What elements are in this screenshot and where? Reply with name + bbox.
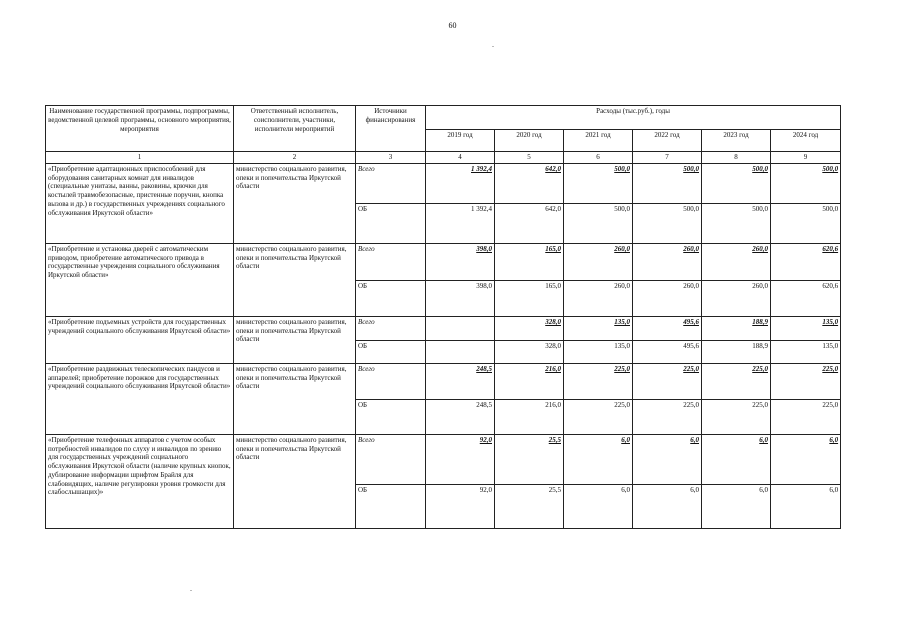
total-value: 500,0 bbox=[564, 163, 633, 203]
total-value: 248,5 bbox=[426, 363, 495, 399]
source-total-label: Всего bbox=[356, 163, 426, 203]
total-value: 225,0 bbox=[633, 363, 702, 399]
measure-name: «Приобретение телефонных аппаратов с учетом особых потребностей инвалидов по слуху и инвалидов по зрению для государственных учреждений социального обслуживания Иркутской области (наличие крупных кнопок, дублирование информации шрифтом Брайля для слабовидящих, наличие регулировки уровня громкости для слабослышащих)» bbox=[46, 434, 234, 528]
header-year: 2024 год bbox=[771, 130, 841, 152]
source-total-label: Всего bbox=[356, 243, 426, 280]
ob-value: 6,0 bbox=[633, 484, 702, 528]
header-executor: Ответственный исполнитель, соисполнители, участники, исполнители мероприятий bbox=[234, 106, 356, 152]
ob-value: 1 392,4 bbox=[426, 203, 495, 243]
ob-value: 642,0 bbox=[495, 203, 564, 243]
executor-name: министерство социального развития, опеки и попечительства Иркутской области bbox=[234, 434, 356, 528]
measure-name: «Приобретение раздвижных телескопических пандусов и аппарелей; приобретение порожков для государственных учреждений социального обслуживания Иркутской области» bbox=[46, 363, 234, 434]
column-number: 4 bbox=[426, 152, 495, 164]
column-number: 8 bbox=[702, 152, 771, 164]
ob-value: 6,0 bbox=[702, 484, 771, 528]
table-row bbox=[46, 363, 841, 399]
table-row bbox=[46, 316, 841, 340]
column-number: 7 bbox=[633, 152, 702, 164]
empty-cell bbox=[426, 316, 495, 340]
total-value: 216,0 bbox=[495, 363, 564, 399]
total-value: 225,0 bbox=[564, 363, 633, 399]
ob-value: 165,0 bbox=[495, 280, 564, 316]
ob-value: 248,5 bbox=[426, 399, 495, 434]
source-total-label: Всего bbox=[356, 316, 426, 340]
ob-value: 225,0 bbox=[633, 399, 702, 434]
column-number: 3 bbox=[356, 152, 426, 164]
header-year: 2021 год bbox=[564, 130, 633, 152]
total-value: 225,0 bbox=[771, 363, 841, 399]
source-total-label: Всего bbox=[356, 363, 426, 399]
total-value: 620,6 bbox=[771, 243, 841, 280]
total-value: 328,0 bbox=[495, 316, 564, 340]
ob-value: 216,0 bbox=[495, 399, 564, 434]
header-year: 2019 год bbox=[426, 130, 495, 152]
total-value: 165,0 bbox=[495, 243, 564, 280]
source-ob-label: ОБ bbox=[356, 340, 426, 363]
total-value: 135,0 bbox=[564, 316, 633, 340]
source-ob-label: ОБ bbox=[356, 203, 426, 243]
total-value: 225,0 bbox=[702, 363, 771, 399]
ob-value: 500,0 bbox=[702, 203, 771, 243]
ob-value: 225,0 bbox=[564, 399, 633, 434]
source-total-label: Всего bbox=[356, 434, 426, 484]
column-number: 2 bbox=[234, 152, 356, 164]
ob-value: 260,0 bbox=[633, 280, 702, 316]
scan-speck bbox=[190, 590, 192, 591]
table-row bbox=[46, 243, 841, 280]
header-program: Наименование государственной программы, подпрограммы, ведомственной целевой программы, основного мероприятия, мероприятия bbox=[46, 106, 234, 152]
total-value: 6,0 bbox=[564, 434, 633, 484]
budget-table bbox=[45, 105, 841, 529]
total-value: 6,0 bbox=[633, 434, 702, 484]
measure-name: «Приобретение и установка дверей с автоматическим приводом, приобретение автоматического привода в государственные учреждения социального обслуживания Иркутской области» bbox=[46, 243, 234, 316]
scan-speck bbox=[492, 46, 494, 47]
ob-value: 495,6 bbox=[633, 340, 702, 363]
total-value: 260,0 bbox=[564, 243, 633, 280]
total-value: 6,0 bbox=[771, 434, 841, 484]
page-number: 60 bbox=[448, 21, 457, 30]
total-value: 260,0 bbox=[702, 243, 771, 280]
ob-value: 6,0 bbox=[771, 484, 841, 528]
total-value: 495,6 bbox=[633, 316, 702, 340]
header-year: 2022 год bbox=[633, 130, 702, 152]
executor-name: министерство социального развития, опеки и попечительства Иркутской области bbox=[234, 163, 356, 243]
column-number: 6 bbox=[564, 152, 633, 164]
header-year: 2023 год bbox=[702, 130, 771, 152]
column-number: 5 bbox=[495, 152, 564, 164]
executor-name: министерство социального развития, опеки и попечительства Иркутской области bbox=[234, 363, 356, 434]
ob-value: 260,0 bbox=[564, 280, 633, 316]
total-value: 188,9 bbox=[702, 316, 771, 340]
empty-cell bbox=[426, 340, 495, 363]
total-value: 1 392,4 bbox=[426, 163, 495, 203]
total-value: 135,0 bbox=[771, 316, 841, 340]
ob-value: 6,0 bbox=[564, 484, 633, 528]
total-value: 500,0 bbox=[633, 163, 702, 203]
total-value: 642,0 bbox=[495, 163, 564, 203]
source-ob-label: ОБ bbox=[356, 280, 426, 316]
header-year: 2020 год bbox=[495, 130, 564, 152]
executor-name: министерство социального развития, опеки и попечительства Иркутской области bbox=[234, 243, 356, 316]
measure-name: «Приобретение адаптационных приспособлений для оборудования санитарных комнат для инвалидов (специальные унитазы, ванны, раковины, крючки для костылей травмобезопасные, пристенные поручни, кнопка вызова и др.) в государственных учреждениях социального обслуживания Иркутской области» bbox=[46, 163, 234, 243]
source-ob-label: ОБ bbox=[356, 399, 426, 434]
total-value: 260,0 bbox=[633, 243, 702, 280]
header-source: Источники финансирования bbox=[356, 106, 426, 152]
source-ob-label: ОБ bbox=[356, 484, 426, 528]
ob-value: 25,5 bbox=[495, 484, 564, 528]
ob-value: 225,0 bbox=[702, 399, 771, 434]
table-row bbox=[46, 434, 841, 484]
column-number: 1 bbox=[46, 152, 234, 164]
ob-value: 500,0 bbox=[633, 203, 702, 243]
total-value: 398,0 bbox=[426, 243, 495, 280]
ob-value: 135,0 bbox=[771, 340, 841, 363]
total-value: 92,0 bbox=[426, 434, 495, 484]
total-value: 6,0 bbox=[702, 434, 771, 484]
ob-value: 188,9 bbox=[702, 340, 771, 363]
ob-value: 135,0 bbox=[564, 340, 633, 363]
total-value: 500,0 bbox=[702, 163, 771, 203]
ob-value: 500,0 bbox=[564, 203, 633, 243]
ob-value: 328,0 bbox=[495, 340, 564, 363]
ob-value: 92,0 bbox=[426, 484, 495, 528]
measure-name: «Приобретение подъемных устройств для государственных учреждений социального обслуживания Иркутской области» bbox=[46, 316, 234, 363]
ob-value: 500,0 bbox=[771, 203, 841, 243]
total-value: 25,5 bbox=[495, 434, 564, 484]
table-row bbox=[46, 163, 841, 203]
ob-value: 225,0 bbox=[771, 399, 841, 434]
executor-name: министерство социального развития, опеки и попечительства Иркутской области bbox=[234, 316, 356, 363]
ob-value: 398,0 bbox=[426, 280, 495, 316]
column-number: 9 bbox=[771, 152, 841, 164]
header-expenses: Расходы (тыс.руб.), годы bbox=[426, 106, 841, 130]
ob-value: 260,0 bbox=[702, 280, 771, 316]
total-value: 500,0 bbox=[771, 163, 841, 203]
ob-value: 620,6 bbox=[771, 280, 841, 316]
